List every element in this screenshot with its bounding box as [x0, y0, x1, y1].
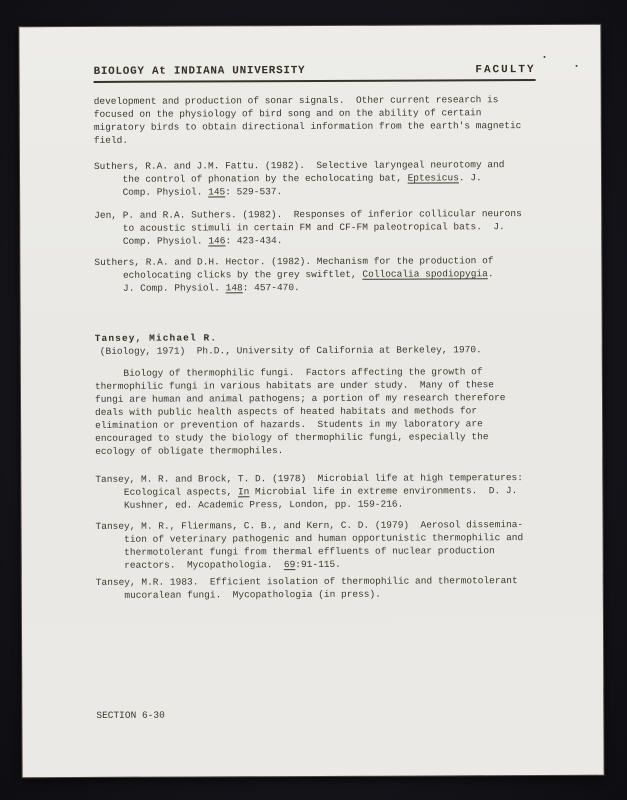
intro-paragraph: development and production of sonar signals. Other current research is focused on the physiology of bird song and on the ability of certain migratory birds to obtain directional information from the earth's magnetic field. [93, 94, 522, 146]
header-right-label: FACULTY [475, 64, 536, 77]
research-statement: Biology of thermophilic fungi. Factors affecting the growth of thermophilic fungi in various habitats are under study. Many of these fungi are human and animal pathogens; a portion of my research therefore deals with public health aspects of heated habitats and methods for elimination or prevention of hazards. Students in my laboratory are encouraged to study the biology of thermophilic fungi, especially the ecology of obligate thermophiles. [94, 366, 506, 457]
reference-entry: Tansey, M.R. 1983. Efficient isolation of thermophilic and thermotolerant mucoralean fungi. Mycopathologia (in press). [95, 575, 518, 601]
header-title: BIOLOGY At INDIANA UNIVERSITY [93, 65, 306, 78]
reference-entry: Tansey, M. R., Fliermans, C. B., and Kern, C. D. (1979) Aerosol dissemina- tion of veterinary pathogenic and human opportunistic thermophilic and thermotolerant fungi from thermal effluents of nuclear production reactors. Mycopathologia. 69:91-115. [95, 519, 524, 571]
reference-entry: Suthers, R.A. and D.H. Hector. (1982). Mechanism for the production of echolocating clicks by the grey swiftlet, Collocalia spodiopygia. J. Comp. Physiol. 148: 457-470. [94, 255, 494, 294]
page-header [94, 64, 536, 83]
reference-entry: Jen, P. and R.A. Suthers. (1982). Responses of inferior collicular neurons to acoustic stimuli in certain FM and CF-FM paleotropical bats. J. Comp. Physiol. 146: 423-434. [94, 208, 522, 247]
faculty-credentials: (Biology, 1971) Ph.D., University of California at Berkeley, 1970. [99, 344, 482, 357]
faculty-name: Tansey, Michael R. [94, 332, 218, 344]
document-page [19, 25, 603, 778]
reference-entry: Suthers, R.A. and J.M. Fattu. (1982). Selective laryngeal neurotomy and the control of phonation by the echolocating bat, Eptesicus. J. Comp. Physiol. 145: 529-537. [93, 159, 505, 198]
scan-speck [576, 65, 578, 67]
section-footer: SECTION 6-30 [96, 709, 165, 721]
reference-entry: Tansey, M. R. and Brock, T. D. (1978) Microbial life at high temperatures: Ecological aspects, In Microbial life in extreme environments. D. J. Kushner, ed. Academic Press, London, pp. 159-216. [95, 472, 523, 511]
scan-speck [543, 56, 545, 58]
